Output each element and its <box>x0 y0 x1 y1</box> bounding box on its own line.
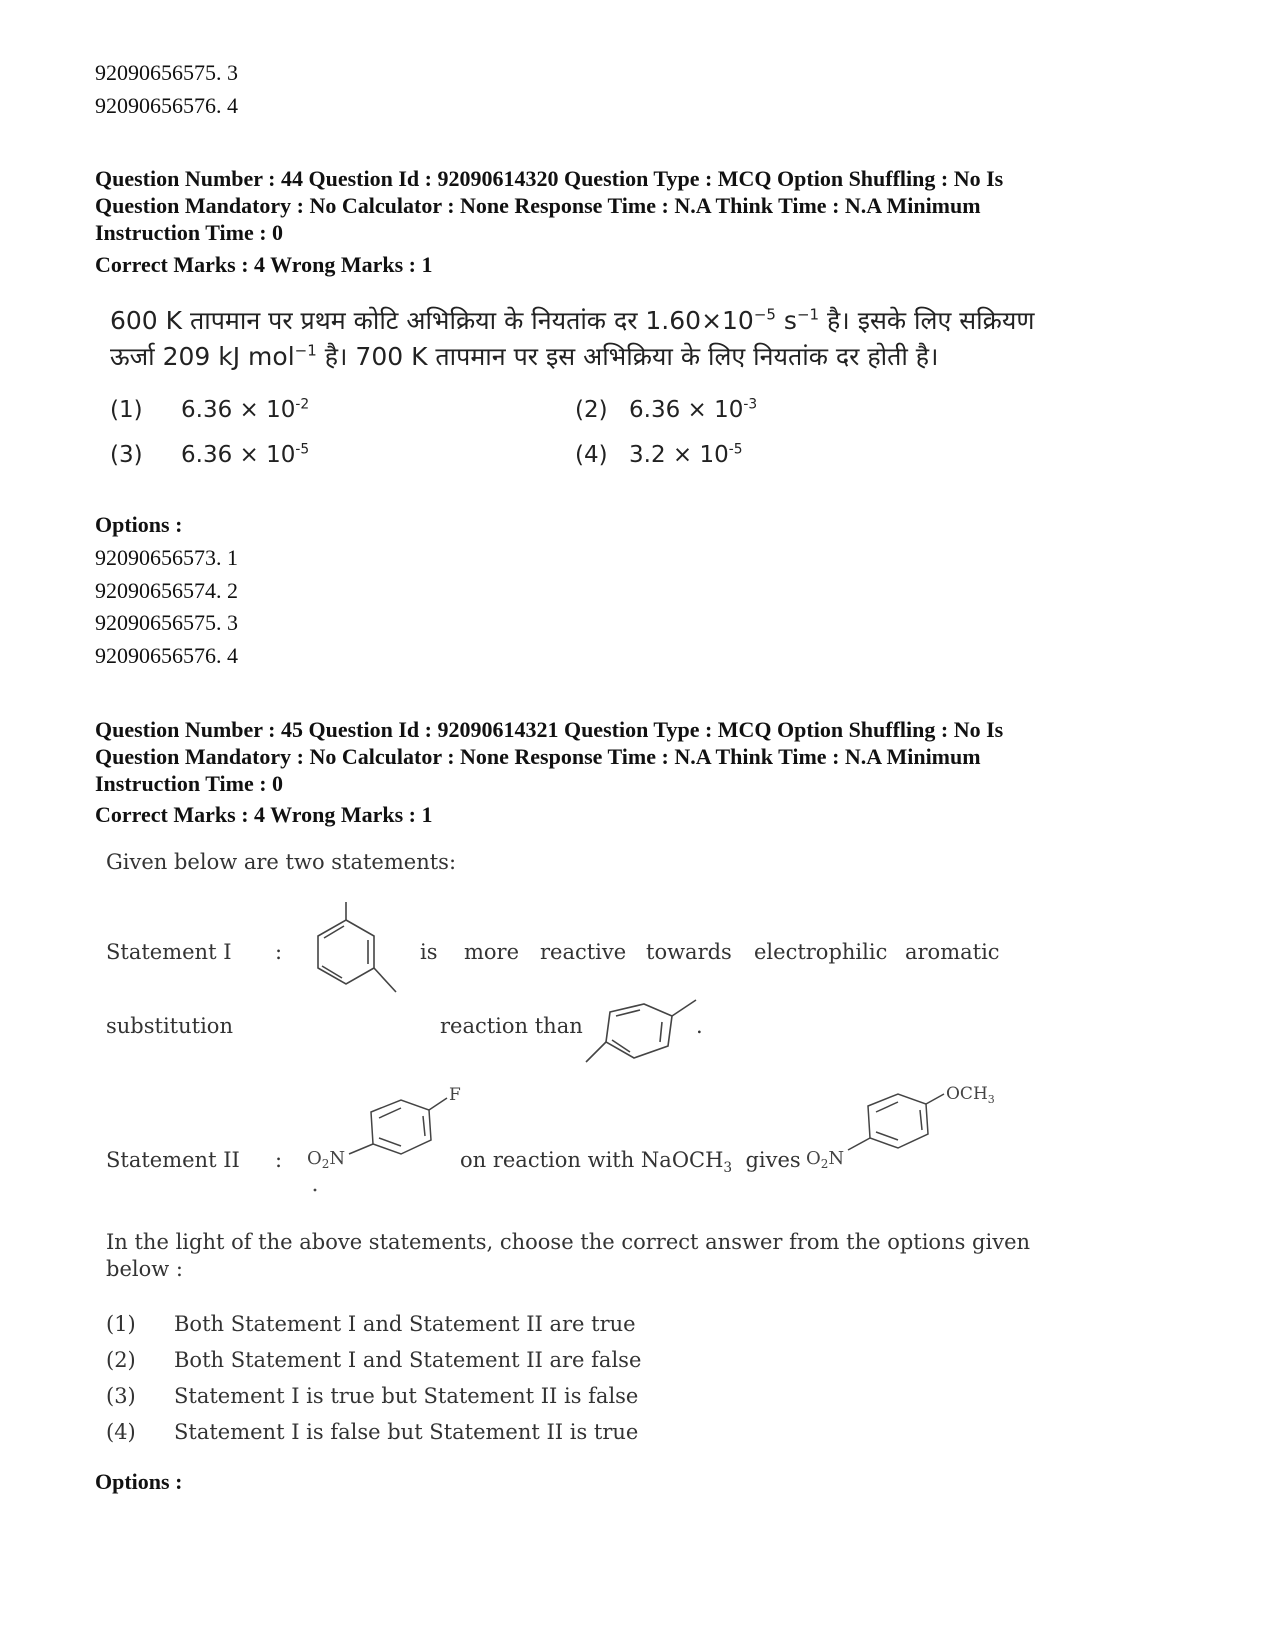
formula-subscript: 2 <box>820 1157 829 1171</box>
statement-word: is <box>420 940 438 964</box>
nitro-group-label <box>307 1148 345 1171</box>
choice-text: Both Statement I and Statement II are false <box>174 1348 642 1372</box>
subscript: 3 <box>723 1160 733 1177</box>
formula-atom: N <box>329 1148 346 1169</box>
statement-word: aromatic <box>905 940 1000 964</box>
choice-value <box>629 442 743 468</box>
statement-text <box>460 1148 801 1177</box>
question-header-line: Question Number : 45 Question Id : 92090614321 Question Type : MCQ Option Shuffling : No Is <box>95 717 1004 742</box>
choice-text: Statement I is true but Statement II is false <box>174 1384 639 1408</box>
4-fluoronitrobenzene-structure-icon <box>305 1082 465 1194</box>
choice-number: (1) <box>106 1312 136 1336</box>
choice-number: (3) <box>106 1384 136 1408</box>
superscript: -5 <box>295 441 310 458</box>
statement-word: towards <box>646 940 732 964</box>
question-text-line: below : <box>106 1257 183 1281</box>
question-header <box>95 165 1003 246</box>
question-header <box>95 716 1003 797</box>
option-line: 92090656573. 1 <box>95 545 238 570</box>
question-text-line <box>110 338 939 376</box>
m-xylene-structure-icon <box>300 898 405 998</box>
marks-info: Correct Marks : 4 Wrong Marks : 1 <box>95 802 433 827</box>
statement-text: reaction than <box>440 1014 583 1038</box>
choice-value <box>629 397 757 423</box>
question-header-line: Question Mandatory : No Calculator : None Response Time : N.A Think Time : N.A Minimum <box>95 193 981 218</box>
superscript: -3 <box>743 396 758 413</box>
stray-dot <box>314 1189 317 1192</box>
choice-text: Both Statement I and Statement II are true <box>174 1312 636 1336</box>
choice-base: 6.36 × 10 <box>181 397 296 423</box>
choice-value <box>181 442 309 468</box>
option-line: 92090656576. 4 <box>95 93 238 118</box>
choice-number: (2) <box>106 1348 136 1372</box>
statements-intro: Given below are two statements: <box>106 850 457 874</box>
options-label: Options : <box>95 1469 183 1494</box>
choice-number: (1) <box>110 397 143 423</box>
statement-word: reactive <box>540 940 627 964</box>
text-segment: gives <box>732 1148 801 1172</box>
choice-base: 6.36 × 10 <box>629 397 744 423</box>
choice-base: 6.36 × 10 <box>181 442 296 468</box>
4-methoxynitrobenzene-structure-icon <box>806 1078 1002 1172</box>
question-header-line: Question Number : 44 Question Id : 92090614320 Question Type : MCQ Option Shuffling : No Is <box>95 166 1004 191</box>
choice-value <box>181 397 309 423</box>
option-line: 92090656575. 3 <box>95 610 238 635</box>
p-xylene-structure-icon <box>582 994 702 1072</box>
superscript: −5 <box>753 305 776 324</box>
text-segment: 600 K तापमान पर प्रथम कोटि अभिक्रिया के नियतांक दर 1.60×10 <box>110 306 754 335</box>
formula-atom: OCH <box>946 1084 988 1104</box>
text-segment: है। इसके लिए सक्रियण <box>819 306 1035 335</box>
text-segment: ऊर्जा 209 kJ mol <box>110 342 295 371</box>
nitro-group-label <box>806 1148 844 1171</box>
fluorine-label: F <box>449 1085 461 1105</box>
superscript: -2 <box>295 396 310 413</box>
option-line: 92090656574. 2 <box>95 578 238 603</box>
choice-base: 3.2 × 10 <box>629 442 729 468</box>
statement-2-label: Statement II <box>106 1148 240 1172</box>
methoxy-group-label <box>946 1084 995 1106</box>
question-header-line: Instruction Time : 0 <box>95 771 284 796</box>
statement-word: electrophilic <box>754 940 888 964</box>
superscript: −1 <box>796 305 820 324</box>
option-line: 92090656576. 4 <box>95 643 238 668</box>
statement-continuation: substitution <box>106 1014 233 1038</box>
question-header-line: Instruction Time : 0 <box>95 220 284 245</box>
question-header-line: Question Mandatory : No Calculator : None Response Time : N.A Think Time : N.A Minimum <box>95 744 981 769</box>
text-segment: है। 700 K तापमान पर इस अभिक्रिया के लिए नियतांक दर होती है। <box>316 342 939 371</box>
statement-1-label: Statement I <box>106 940 232 964</box>
options-label: Options : <box>95 512 183 537</box>
superscript: −1 <box>294 341 317 360</box>
choice-text: Statement I is false but Statement II is true <box>174 1420 639 1444</box>
statement-period: . <box>696 1014 703 1038</box>
text-segment: s <box>775 306 797 335</box>
choice-number: (4) <box>106 1420 136 1444</box>
superscript: -5 <box>728 441 743 458</box>
formula-subscript: 2 <box>321 1157 330 1171</box>
statement-colon: : <box>275 940 283 964</box>
choice-number: (4) <box>575 442 608 468</box>
formula-atom: O <box>806 1148 821 1169</box>
question-text-line: In the light of the above statements, choose the correct answer from the options given <box>106 1230 1031 1254</box>
statement-colon: : <box>275 1148 283 1172</box>
text-segment: on reaction with NaOCH <box>460 1148 724 1172</box>
marks-info: Correct Marks : 4 Wrong Marks : 1 <box>95 252 433 277</box>
option-line: 92090656575. 3 <box>95 60 238 85</box>
choice-number: (2) <box>575 397 608 423</box>
choice-number: (3) <box>110 442 143 468</box>
formula-atom: O <box>307 1148 322 1169</box>
formula-subscript: 3 <box>987 1093 995 1106</box>
statement-word: more <box>464 940 520 964</box>
question-text-line <box>110 302 1034 340</box>
formula-atom: N <box>828 1148 845 1169</box>
